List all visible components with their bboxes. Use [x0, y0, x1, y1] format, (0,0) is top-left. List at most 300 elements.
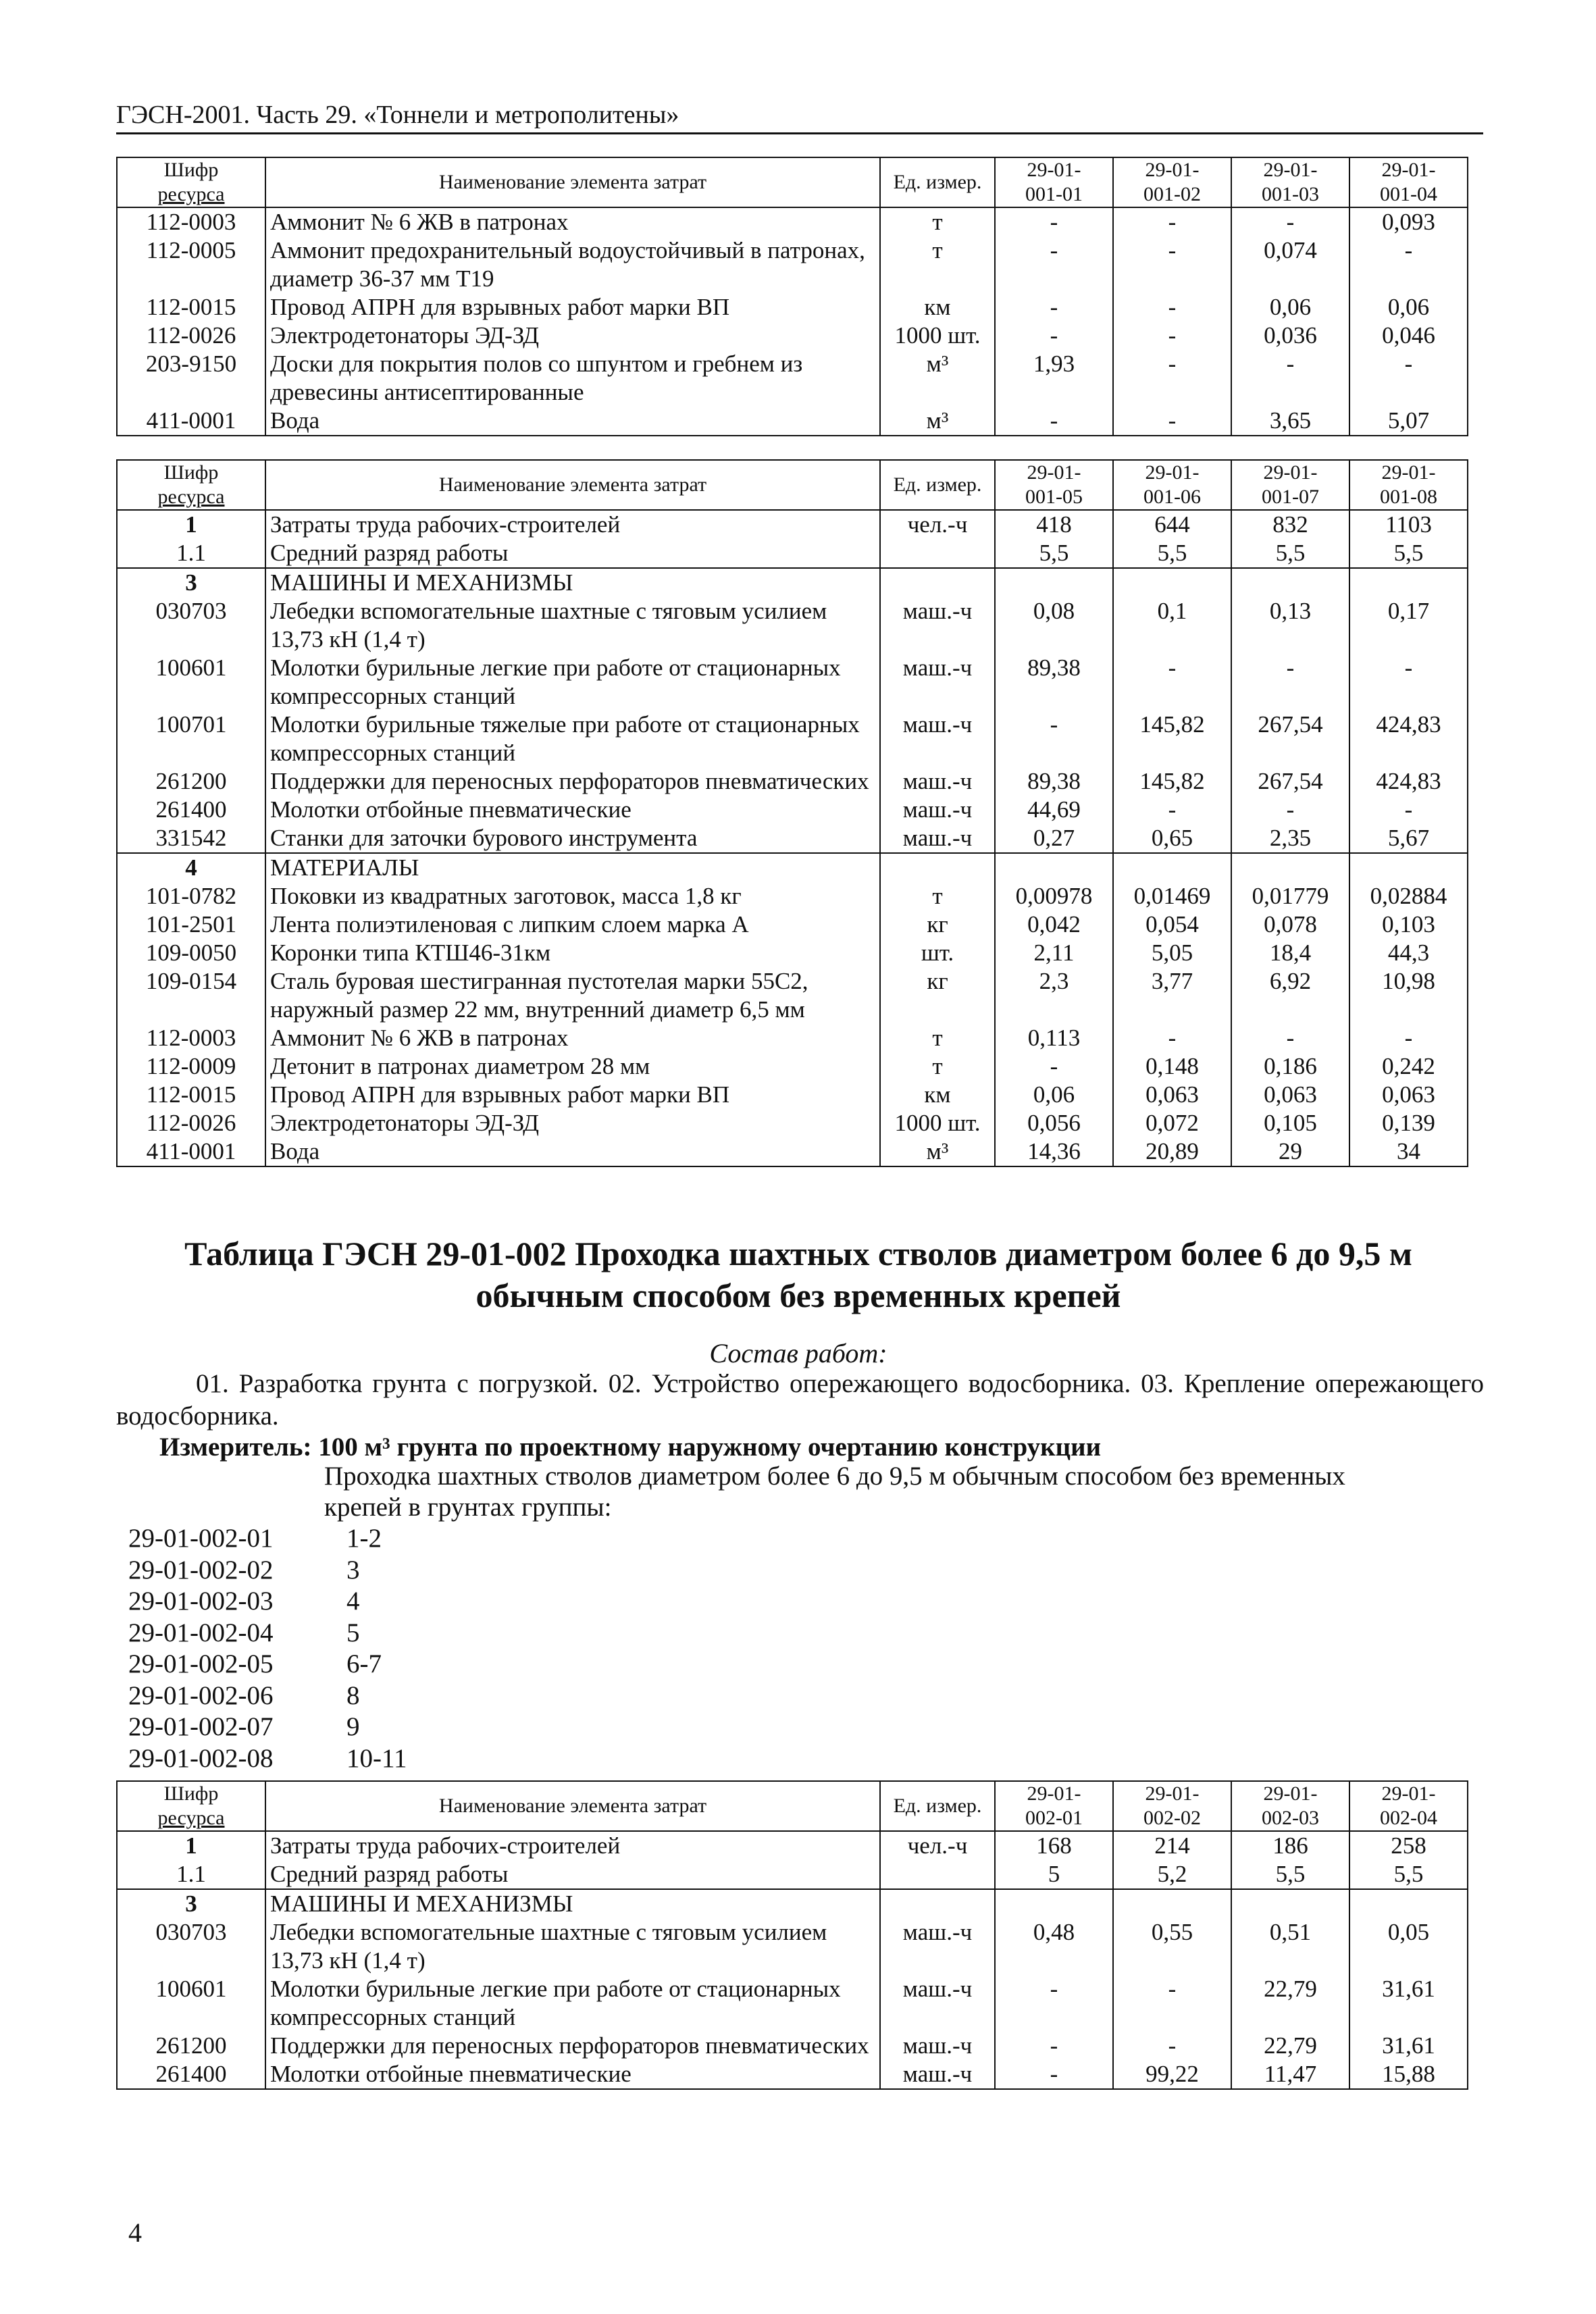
- variant-row: [128, 1523, 407, 1555]
- header-norm-line2: 001-06: [1143, 486, 1201, 508]
- resource-code: 112-0015: [117, 293, 265, 322]
- header-norm-line2: 002-03: [1262, 1807, 1319, 1829]
- table-row: [117, 967, 1468, 1024]
- resource-value: 14,36: [995, 1137, 1113, 1166]
- resource-value: 0,06: [995, 1081, 1113, 1109]
- resource-value: 3,77: [1113, 967, 1231, 1024]
- resource-name: Станки для заточки бурового инструмента: [265, 824, 880, 853]
- header-norm-line2: 001-04: [1380, 183, 1437, 205]
- resource-name: Средний разряд работы: [265, 1860, 880, 1889]
- resource-value: -: [995, 236, 1113, 293]
- resource-value: -: [1113, 1975, 1231, 2032]
- header-name: Наименование элемента затрат: [265, 460, 880, 510]
- table-title: [116, 1233, 1481, 1316]
- resource-value: [1113, 853, 1231, 882]
- resource-unit: [880, 1860, 995, 1889]
- header-norm-2: [1113, 157, 1231, 207]
- table-row: [117, 2032, 1468, 2060]
- variant-row: [128, 1618, 407, 1649]
- resource-value: 1,93: [995, 350, 1113, 407]
- header-norm-4: [1349, 1781, 1468, 1831]
- table-row: [117, 1889, 1468, 1918]
- table-row: [117, 322, 1468, 350]
- header-norm-3: [1231, 1781, 1349, 1831]
- variant-group: 8: [346, 1680, 360, 1710]
- resource-value: 0,06: [1349, 293, 1468, 322]
- resource-value: 5,5: [1349, 1860, 1468, 1889]
- resource-name: Провод АПРН для взрывных работ марки ВП: [265, 293, 880, 322]
- variant-code: 29-01-002-05: [128, 1649, 274, 1678]
- header-norm-line1: 29-01-: [1145, 461, 1200, 484]
- resource-value: 5,2: [1113, 1860, 1231, 1889]
- variant-group: 5: [346, 1618, 360, 1647]
- resource-value: 89,38: [995, 767, 1113, 796]
- resource-value: [995, 1889, 1113, 1918]
- resource-value: 5,5: [1231, 1860, 1349, 1889]
- variant-code: 29-01-002-04: [128, 1618, 274, 1647]
- header-norm-line2: 002-02: [1143, 1807, 1201, 1829]
- resource-code: 112-0009: [117, 1052, 265, 1081]
- resource-value: 145,82: [1113, 767, 1231, 796]
- meter-line: [159, 1432, 1483, 1462]
- resource-code: 3: [117, 1889, 265, 1918]
- table-row: [117, 539, 1468, 568]
- resource-value: [1231, 568, 1349, 597]
- resource-unit: шт.: [880, 939, 995, 967]
- table-row: [117, 1081, 1468, 1109]
- resource-value: 31,61: [1349, 1975, 1468, 2032]
- resource-code: 331542: [117, 824, 265, 853]
- resource-value: -: [995, 207, 1113, 236]
- resource-value: 89,38: [995, 654, 1113, 711]
- resource-value: -: [995, 711, 1113, 767]
- resource-code: 1: [117, 1831, 265, 1860]
- resource-value: 31,61: [1349, 2032, 1468, 2060]
- resource-name: Электродетонаторы ЭД-ЗД: [265, 1109, 880, 1137]
- header-norm-2: [1113, 460, 1231, 510]
- resource-name: МАТЕРИАЛЫ: [265, 853, 880, 882]
- resource-value: 0,08: [995, 597, 1113, 654]
- header-norm-line2: 001-05: [1025, 486, 1083, 508]
- table-row: [117, 711, 1468, 767]
- resource-value: -: [1113, 407, 1231, 436]
- resource-value: 0,036: [1231, 322, 1349, 350]
- resource-unit: [880, 853, 995, 882]
- resource-unit: км: [880, 1081, 995, 1109]
- variant-row: [128, 1555, 407, 1587]
- header-name: Наименование элемента затрат: [265, 1781, 880, 1831]
- header-norm-line1: 29-01-: [1381, 461, 1436, 484]
- header-code-line2: ресурса: [157, 1807, 225, 1829]
- resource-name: Аммонит № 6 ЖВ в патронах: [265, 1024, 880, 1052]
- resource-unit: маш.-ч: [880, 796, 995, 824]
- resource-value: 99,22: [1113, 2060, 1231, 2089]
- header-norm-line2: 001-08: [1380, 486, 1437, 508]
- resource-unit: [880, 539, 995, 568]
- resource-code: 4: [117, 853, 265, 882]
- resource-value: 267,54: [1231, 767, 1349, 796]
- resource-value: 0,17: [1349, 597, 1468, 654]
- header-norm-line1: 29-01-: [1263, 461, 1318, 484]
- resource-value: 0,55: [1113, 1918, 1231, 1975]
- resource-name: Электродетонаторы ЭД-ЗД: [265, 322, 880, 350]
- header-norm-line2: 001-02: [1143, 183, 1201, 205]
- resource-code: 203-9150: [117, 350, 265, 407]
- table-row: [117, 407, 1468, 436]
- resource-unit: м³: [880, 350, 995, 407]
- header-norm-line2: 001-07: [1262, 486, 1319, 508]
- resource-value: 0,046: [1349, 322, 1468, 350]
- variant-code: 29-01-002-01: [128, 1524, 274, 1553]
- header-code-cell: [117, 157, 265, 207]
- resource-value: [1113, 1889, 1231, 1918]
- resource-value: 0,042: [995, 910, 1113, 939]
- resource-code: 3: [117, 568, 265, 597]
- resource-name: Молотки бурильные легкие при работе от стационарных компрессорных станций: [265, 1975, 880, 2032]
- resource-value: 3,65: [1231, 407, 1349, 436]
- resource-code: 1: [117, 510, 265, 539]
- resource-value: -: [1113, 293, 1231, 322]
- table-row: [117, 1024, 1468, 1052]
- resource-table-3: [116, 1780, 1468, 2090]
- variant-group: 10-11: [346, 1743, 407, 1773]
- resource-value: 214: [1113, 1831, 1231, 1860]
- resource-value: 0,063: [1349, 1081, 1468, 1109]
- header-code-cell: [117, 1781, 265, 1831]
- header-unit: Ед. измер.: [880, 460, 995, 510]
- resource-value: -: [995, 407, 1113, 436]
- table-row: [117, 767, 1468, 796]
- resource-value: 0,093: [1349, 207, 1468, 236]
- header-norm-3: [1231, 157, 1349, 207]
- resource-unit: кг: [880, 910, 995, 939]
- resource-value: 0,103: [1349, 910, 1468, 939]
- variant-row: [128, 1712, 407, 1743]
- resource-code: 261200: [117, 2032, 265, 2060]
- resource-value: 0,113: [995, 1024, 1113, 1052]
- resource-value: 0,148: [1113, 1052, 1231, 1081]
- resource-unit: маш.-ч: [880, 1975, 995, 2032]
- resource-unit: маш.-ч: [880, 1918, 995, 1975]
- resource-value: -: [1231, 1024, 1349, 1052]
- resource-value: [1231, 1889, 1349, 1918]
- resource-value: 0,00978: [995, 882, 1113, 910]
- table-row: [117, 1860, 1468, 1889]
- variant-code: 29-01-002-08: [128, 1743, 274, 1773]
- resource-code: 112-0003: [117, 1024, 265, 1052]
- resource-value: 5,5: [1231, 539, 1349, 568]
- resource-value: 0,105: [1231, 1109, 1349, 1137]
- resource-code: 1.1: [117, 1860, 265, 1889]
- resource-value: 5: [995, 1860, 1113, 1889]
- variant-row: [128, 1680, 407, 1712]
- resource-code: 411-0001: [117, 407, 265, 436]
- variant-row: [128, 1586, 407, 1618]
- resource-value: -: [1231, 350, 1349, 407]
- resource-code: 030703: [117, 597, 265, 654]
- resource-name: МАШИНЫ И МЕХАНИЗМЫ: [265, 568, 880, 597]
- header-norm-4: [1349, 460, 1468, 510]
- resource-value: 424,83: [1349, 767, 1468, 796]
- header-code-line2: ресурса: [157, 183, 225, 205]
- resource-value: 418: [995, 510, 1113, 539]
- resource-value: [1231, 853, 1349, 882]
- composition-text: 01. Разработка грунта с погрузкой. 02. Устройство опережающего водосборника. 03. Крепление опережающего водосборника.: [116, 1369, 1484, 1431]
- table-row: [117, 568, 1468, 597]
- resource-unit: маш.-ч: [880, 597, 995, 654]
- resource-code: 100701: [117, 711, 265, 767]
- header-norm-line1: 29-01-: [1263, 1782, 1318, 1805]
- table-row: [117, 1137, 1468, 1166]
- resource-name: Доски для покрытия полов со шпунтом и гребнем из древесины антисептированные: [265, 350, 880, 407]
- resource-unit: т: [880, 207, 995, 236]
- resource-value: 0,1: [1113, 597, 1231, 654]
- resource-value: 5,07: [1349, 407, 1468, 436]
- resource-value: 5,67: [1349, 824, 1468, 853]
- header-norm-line1: 29-01-: [1145, 1782, 1200, 1805]
- resource-code: 109-0050: [117, 939, 265, 967]
- resource-value: 0,51: [1231, 1918, 1349, 1975]
- header-norm-4: [1349, 157, 1468, 207]
- resource-name: Поддержки для переносных перфораторов пневматических: [265, 767, 880, 796]
- resource-unit: [880, 568, 995, 597]
- table-row: [117, 207, 1468, 236]
- resource-value: 0,074: [1231, 236, 1349, 293]
- resource-value: [995, 853, 1113, 882]
- variant-group: 6-7: [346, 1649, 382, 1678]
- meter-text: 100 м³ грунта по проектному наружному очертанию конструкции: [318, 1433, 1102, 1462]
- resource-value: 2,3: [995, 967, 1113, 1024]
- resource-value: [1349, 568, 1468, 597]
- resource-code: 261400: [117, 2060, 265, 2089]
- resource-value: 145,82: [1113, 711, 1231, 767]
- resource-value: 34: [1349, 1137, 1468, 1166]
- resource-code: 100601: [117, 654, 265, 711]
- resource-code: 261400: [117, 796, 265, 824]
- resource-value: [1113, 568, 1231, 597]
- resource-value: 22,79: [1231, 2032, 1349, 2060]
- resource-name: Молотки бурильные тяжелые при работе от стационарных компрессорных станций: [265, 711, 880, 767]
- table-row: [117, 293, 1468, 322]
- resource-value: 0,063: [1231, 1081, 1349, 1109]
- resource-table-2: [116, 459, 1468, 1167]
- table-title-line-1: Таблица ГЭСН 29-01-002 Проходка шахтных стволов диаметром более 6 до 9,5 м: [184, 1235, 1412, 1272]
- resource-unit: чел.-ч: [880, 1831, 995, 1860]
- resource-value: 5,5: [995, 539, 1113, 568]
- header-norm-1: [995, 157, 1113, 207]
- table-row: [117, 1831, 1468, 1860]
- resource-value: 0,65: [1113, 824, 1231, 853]
- table-row: [117, 510, 1468, 539]
- resource-unit: маш.-ч: [880, 824, 995, 853]
- resource-value: 0,05: [1349, 1918, 1468, 1975]
- resource-value: -: [1113, 207, 1231, 236]
- resource-table-1: [116, 157, 1468, 436]
- resource-code: 112-0026: [117, 322, 265, 350]
- resource-name: Лебедки вспомогательные шахтные с тяговым усилием 13,73 кН (1,4 т): [265, 597, 880, 654]
- resource-value: -: [1349, 236, 1468, 293]
- resource-value: -: [1113, 2032, 1231, 2060]
- variant-group: 1-2: [346, 1524, 382, 1553]
- resource-name: МАШИНЫ И МЕХАНИЗМЫ: [265, 1889, 880, 1918]
- variant-code: 29-01-002-07: [128, 1712, 274, 1741]
- resource-value: 0,06: [1231, 293, 1349, 322]
- variant-code: 29-01-002-06: [128, 1680, 274, 1710]
- resource-name: Аммонит предохранительный водоустойчивый в патронах, диаметр 36-37 мм Т19: [265, 236, 880, 293]
- resource-value: 2,35: [1231, 824, 1349, 853]
- variant-group: 4: [346, 1587, 360, 1616]
- resource-value: 15,88: [1349, 2060, 1468, 2089]
- resource-value: 0,054: [1113, 910, 1231, 939]
- resource-name: Молотки отбойные пневматические: [265, 2060, 880, 2089]
- resource-value: -: [1113, 654, 1231, 711]
- resource-code: 030703: [117, 1918, 265, 1975]
- resource-code: 112-0015: [117, 1081, 265, 1109]
- resource-code: 261200: [117, 767, 265, 796]
- header-norm-line1: 29-01-: [1027, 461, 1081, 484]
- header-norm-line1: 29-01-: [1263, 159, 1318, 181]
- resource-code: 112-0003: [117, 207, 265, 236]
- resource-unit: 1000 шт.: [880, 1109, 995, 1137]
- resource-unit: т: [880, 882, 995, 910]
- resource-unit: маш.-ч: [880, 2060, 995, 2089]
- resource-name: Средний разряд работы: [265, 539, 880, 568]
- resource-name: Лебедки вспомогательные шахтные с тяговым усилием 13,73 кН (1,4 т): [265, 1918, 880, 1975]
- resource-unit: маш.-ч: [880, 711, 995, 767]
- resource-code: 109-0154: [117, 967, 265, 1024]
- resource-unit: 1000 шт.: [880, 322, 995, 350]
- header-norm-line1: 29-01-: [1027, 1782, 1081, 1805]
- resource-value: 644: [1113, 510, 1231, 539]
- resource-value: -: [1349, 1024, 1468, 1052]
- resource-value: [995, 568, 1113, 597]
- resource-value: 10,98: [1349, 967, 1468, 1024]
- header-code-line1: Шифр: [163, 1782, 219, 1805]
- table-title-line-2: обычным способом без временных крепей: [475, 1277, 1121, 1314]
- resource-value: 0,078: [1231, 910, 1349, 939]
- table-row: [117, 654, 1468, 711]
- resource-value: 0,242: [1349, 1052, 1468, 1081]
- variant-row: [128, 1649, 407, 1680]
- resource-value: 0,48: [995, 1918, 1113, 1975]
- variant-code: 29-01-002-02: [128, 1555, 274, 1585]
- resource-unit: т: [880, 1052, 995, 1081]
- resource-value: 267,54: [1231, 711, 1349, 767]
- table-row: [117, 824, 1468, 853]
- resource-value: 1103: [1349, 510, 1468, 539]
- resource-value: -: [995, 293, 1113, 322]
- header-unit: Ед. измер.: [880, 1781, 995, 1831]
- resource-unit: маш.-ч: [880, 654, 995, 711]
- resource-unit: кг: [880, 967, 995, 1024]
- header-code-cell: [117, 460, 265, 510]
- resource-unit: т: [880, 236, 995, 293]
- resource-code: 100601: [117, 1975, 265, 2032]
- resource-value: -: [1113, 236, 1231, 293]
- variant-row: [128, 1743, 407, 1775]
- resource-name: Аммонит № 6 ЖВ в патронах: [265, 207, 880, 236]
- header-norm-1: [995, 1781, 1113, 1831]
- resource-value: -: [1113, 322, 1231, 350]
- resource-name: Коронки типа КТШ46-31км: [265, 939, 880, 967]
- resource-value: 258: [1349, 1831, 1468, 1860]
- table-row: [117, 1975, 1468, 2032]
- resource-value: -: [995, 1052, 1113, 1081]
- resource-value: 186: [1231, 1831, 1349, 1860]
- resource-value: 6,92: [1231, 967, 1349, 1024]
- resource-value: 0,13: [1231, 597, 1349, 654]
- resource-code: 101-2501: [117, 910, 265, 939]
- table-row: [117, 882, 1468, 910]
- resource-value: 424,83: [1349, 711, 1468, 767]
- table-row: [117, 236, 1468, 293]
- resource-value: 5,5: [1349, 539, 1468, 568]
- resource-value: 18,4: [1231, 939, 1349, 967]
- variant-group: 3: [346, 1555, 360, 1585]
- resource-code: 411-0001: [117, 1137, 265, 1166]
- composition-heading: Состав работ:: [709, 1338, 887, 1368]
- resource-name: Сталь буровая шестигранная пустотелая марки 55С2, наружный размер 22 мм, внутренний диаметр 6,5 мм: [265, 967, 880, 1024]
- header-norm-line2: 002-04: [1380, 1807, 1437, 1829]
- resource-value: [1349, 1889, 1468, 1918]
- resource-unit: т: [880, 1024, 995, 1052]
- resource-value: -: [1231, 207, 1349, 236]
- variant-group: 9: [346, 1712, 360, 1741]
- table-row: [117, 350, 1468, 407]
- header-norm-line1: 29-01-: [1145, 159, 1200, 181]
- resource-name: Детонит в патронах диаметром 28 мм: [265, 1052, 880, 1081]
- resource-unit: чел.-ч: [880, 510, 995, 539]
- resource-value: 0,27: [995, 824, 1113, 853]
- header-norm-line1: 29-01-: [1027, 159, 1081, 181]
- resource-value: 168: [995, 1831, 1113, 1860]
- resource-value: -: [995, 1975, 1113, 2032]
- resource-value: 44,69: [995, 796, 1113, 824]
- resource-unit: маш.-ч: [880, 2032, 995, 2060]
- resource-unit: м³: [880, 1137, 995, 1166]
- resource-value: -: [995, 2032, 1113, 2060]
- header-norm-line1: 29-01-: [1381, 159, 1436, 181]
- table-row: [117, 1109, 1468, 1137]
- resource-name: Затраты труда рабочих-строителей: [265, 1831, 880, 1860]
- header-unit: Ед. измер.: [880, 157, 995, 207]
- table-row: [117, 796, 1468, 824]
- page-number: 4: [128, 2217, 142, 2248]
- resource-code: 101-0782: [117, 882, 265, 910]
- resource-value: 11,47: [1231, 2060, 1349, 2089]
- resource-value: 2,11: [995, 939, 1113, 967]
- resource-name: Вода: [265, 407, 880, 436]
- resource-name: Молотки отбойные пневматические: [265, 796, 880, 824]
- resource-code: 112-0005: [117, 236, 265, 293]
- meter-label: Измеритель:: [159, 1433, 312, 1462]
- resource-value: -: [1231, 796, 1349, 824]
- resource-value: -: [1113, 350, 1231, 407]
- resource-value: 0,072: [1113, 1109, 1231, 1137]
- resource-name: Поддержки для переносных перфораторов пневматических: [265, 2032, 880, 2060]
- header-norm-2: [1113, 1781, 1231, 1831]
- resource-value: 0,063: [1113, 1081, 1231, 1109]
- resource-value: 0,186: [1231, 1052, 1349, 1081]
- header-norm-3: [1231, 460, 1349, 510]
- resource-value: 22,79: [1231, 1975, 1349, 2032]
- resource-value: 5,05: [1113, 939, 1231, 967]
- variant-code: 29-01-002-03: [128, 1587, 274, 1616]
- resource-value: 0,056: [995, 1109, 1113, 1137]
- resource-value: 832: [1231, 510, 1349, 539]
- header-code-line1: Шифр: [163, 159, 219, 181]
- resource-value: 0,02884: [1349, 882, 1468, 910]
